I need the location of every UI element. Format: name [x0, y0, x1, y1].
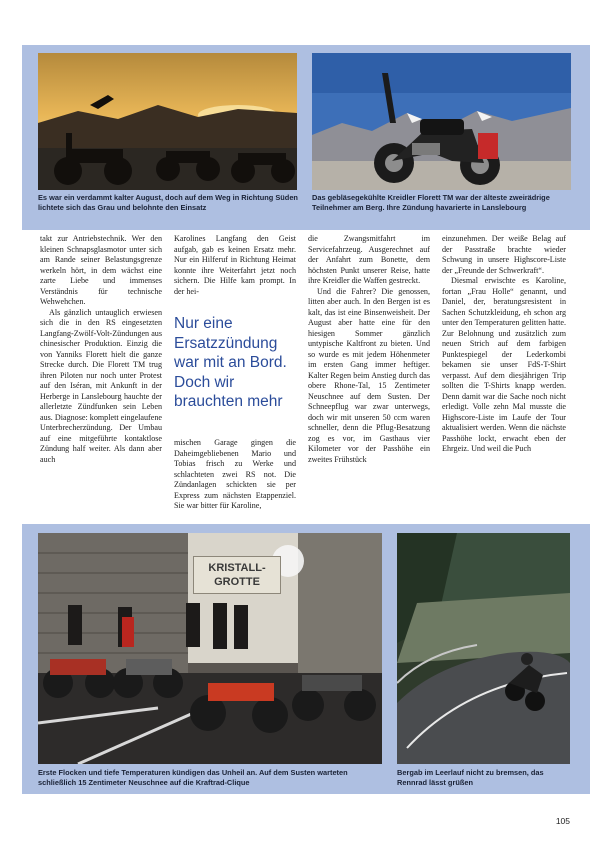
text-column-2 [174, 234, 296, 297]
pull-quote: Nur eine Ersatzzündung war mit an Bord. Doch wir brauchten mehr [174, 315, 287, 410]
text-column-1 [40, 234, 162, 465]
text-column-3 [308, 234, 430, 465]
col2-paragraph-bottom: mischen Garage gingen die Daheimgebliebenen Mario und Tobias frisch zu Werke und schlachteten zwei RS not. Die Zündanlagen schickten sie per Express zum nächsten Etappenziel. Sie war bitter für Karoline, [174, 438, 296, 510]
page-number: 105 [555, 816, 570, 826]
col3-paragraph-2: Und die Fahrer? Die genossen, litten aber auch. In den Bergen ist es kalt, das ist eine Binsenweisheit. Der August aber hatte eine für den hiesigen Sommer gänzlich untypische Kaltfront zu bieten. Und so wurde es mit jedem Höhenmeter im ersten Gang immer heftiger. Kalter Regen beim Anstieg durch das obere Rhone-Tal, 15 Zentimeter Neuschnee auf dem Susten. Der Schneepflug war zwar unterwegs, doch wir mit unseren 50 ccm waren schneller, denn die Pflug-Besatzung zog es vor, im Gasthaus vier Kilometer vor der Passhöhe ein zweites Frühstück [308, 286, 430, 464]
text-column-4 [442, 234, 566, 455]
col2-paragraph-top: Karolines Langfang den Geist aufgab, gab es keinen Ersatz mehr. Nur ein Hilferuf in Richtung Heimat konnte ihre Weiterfahrt jetzt noch sichern. Die Hilfe kam prompt. In der hei- [174, 234, 296, 296]
photo-sunset-motorcycles [38, 53, 297, 190]
kristall-grotte-sign: KRISTALL- GROTTE [193, 556, 281, 594]
caption-top-left: Es war ein verdammt kalter August, doch auf dem Weg in Richtung Süden lichtete sich das Grau und belohnte den Einsatz [38, 193, 298, 212]
col4-paragraph-1: einzunehmen. Der weiße Belag auf der Passtraße brachte wieder Schwung in unsere Highscore-Liste der „Freunde der Schwerkraft“. [442, 234, 566, 275]
photo-kreidler-mountains [312, 53, 571, 190]
col1-paragraph-2: Als gänzlich untauglich erwiesen sich die in den RS eingesetzten Langfang-Zwölf-Volt-Zündungen aus chinesischer Produktion. Einzig die von Yanniks Florett hielt die ganze Strecke durch. Die Florett TM trug ihren Piloten nur noch unter Protest auf den Iséran, mit Ankunft in der Herberge in Lanslebourg hauchte der allerletzte Zündfunken sein Leben aus. Diagnose: komplett eingelaufene Unterbrecherzündung. Der Umbau auf eine mitgeführte kontaktlose Zündung half weiter. Als dann aber auch [40, 307, 162, 464]
rider-road-illustration [397, 533, 570, 764]
sunset-scene-illustration [38, 53, 297, 190]
col3-paragraph-1: die Zwangsmitfahrt im Servicefahrzeug. Ausgerechnet auf der Anfahrt zum Bonette, dem höchsten Punkt unserer Reise, hatte ihre Kreidler die Waffen gestreckt. [308, 234, 430, 285]
caption-bottom-left: Erste Flocken und tiefe Temperaturen kündigen das Unheil an. Auf dem Susten warteten schließlich 15 Zentimeter Neuschnee auf die Kraftrad-Clique [38, 768, 348, 787]
col4-paragraph-2: Diesmal erwischte es Karoline, fortan „Frau Holle“ genannt, und Daniel, der, beratungsresistent in Sachen Schutzkleidung, eh schon arg unter den Temperaturen gelitten hatte. Zur Belohnung und zusätzlich zum neuen Strich auf dem farbigen Punktespiegel der Lederkombi bekamen sie unser FdS-T-Shirt verpasst. Auf dem diesjährigen Trip sollten die T-Shirts knapp werden. Denn damit war die Sache noch nicht erledigt. Volle zehn Mal musste die Highscore-Liste im Laufe der Tour aktualisiert werden. Wenn die nächste Passhöhe lockt, erwacht eben der Ehrgeiz. Und weil die Puch [442, 276, 566, 453]
caption-bottom-right: Bergab im Leerlauf nicht zu bremsen, das Rennrad lässt grüßen [397, 768, 544, 787]
text-column-2-lower [174, 438, 296, 512]
photo-rider-curve [397, 533, 570, 764]
col1-paragraph-1: takt zur Antriebstechnik. Wer den kleinen Schnapsglasmotor unter sich am Rande seiner Belastungsgrenze werkeln hört, in dem wächst eine zarte Liebe und immenses Verständnis für technische Wehwehchen. [40, 234, 162, 306]
caption-top-right: Das gebläsegekühlte Kreidler Florett TM war der älteste zweirädrige Teilnehmer am Berg. Ihre Zündung havarierte in Lanslebourg [312, 193, 550, 212]
mountain-bike-illustration [312, 53, 571, 190]
